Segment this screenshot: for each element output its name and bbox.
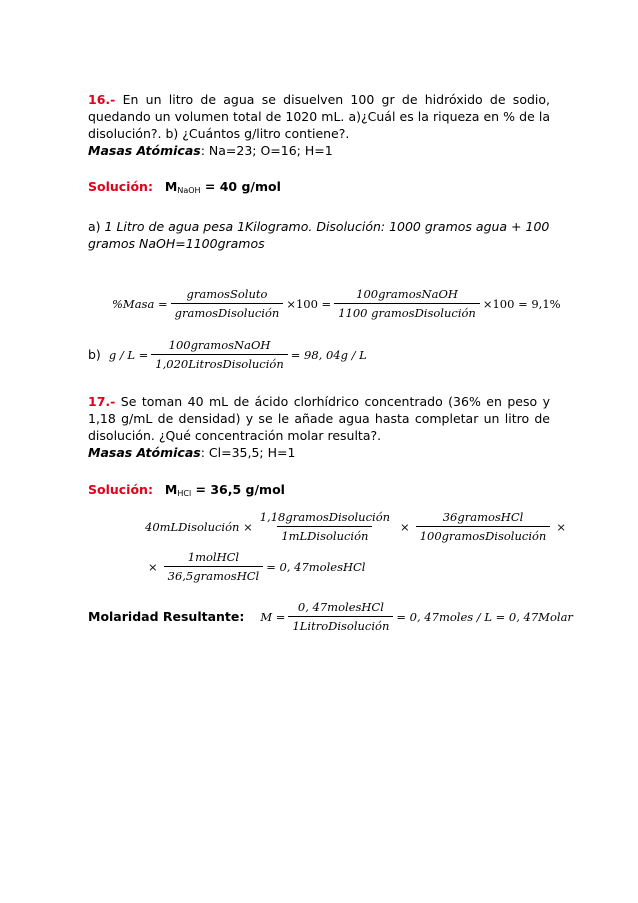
molar-mass-subscript: NaOH [177, 186, 201, 195]
eq2-numerator: 1molHCl [187, 550, 240, 564]
atomic-masses-values: : Cl=35,5; H=1 [200, 445, 296, 460]
eq2-fraction [164, 550, 264, 583]
eq1-trailing-times: × [556, 519, 566, 534]
eq2-leading-times: × [148, 559, 158, 574]
eq-b-fraction [151, 338, 287, 371]
equation-percent-mass [112, 287, 561, 320]
equation-17-line-2 [145, 550, 365, 583]
atomic-masses-label: Masas Atómicas [88, 143, 201, 158]
eq-a-times-100: ×100 = [286, 296, 332, 311]
eq2-result: = 0, 47molesHCl [266, 559, 366, 574]
problem-16-atomic-masses [88, 142, 550, 159]
eq1-f1-numerator: 1,18gramosDisolución [259, 510, 391, 524]
molar-mass-subscript: HCl [177, 489, 192, 498]
eq-a-f2-numerator: 100gramosNaOH [356, 287, 458, 301]
molar-mass-value: = 36,5 g/mol [191, 482, 285, 497]
eq-b-numerator: 100gramosNaOH [168, 338, 271, 352]
molar-mass-symbol: M [164, 179, 178, 194]
equation-17-line-1 [145, 510, 569, 543]
eq1-f2-denominator: 100gramosDisolución [416, 526, 551, 543]
problem-17-solution [88, 481, 550, 502]
eq3-fraction [288, 600, 393, 633]
part-b-label: b) [88, 347, 101, 362]
equation-grams-per-litre [88, 338, 367, 371]
eq3-lhs: M = [260, 609, 286, 624]
eq1-times: × [400, 519, 410, 534]
eq-b-denominator: 1,020LitrosDisolución [151, 354, 287, 371]
solution-label: Solución: [88, 482, 153, 497]
eq1-f1-denominator: 1mLDisolución [277, 526, 372, 543]
atomic-masses-label: Masas Atómicas [88, 445, 201, 460]
eq1-lhs: 40mLDisolución × [145, 519, 253, 534]
problem-16-number: 16.- [88, 92, 116, 107]
eq-a-fraction-2 [334, 287, 480, 320]
eq-a-f2-denominator: 1100 gramosDisolución [334, 303, 480, 320]
eq3-denominator: 1LitroDisolución [288, 616, 393, 633]
eq-a-fraction-1 [171, 287, 284, 320]
eq1-fraction-1 [256, 510, 394, 543]
eq3-result: = 0, 47moles / L = 0, 47Molar [396, 609, 573, 624]
eq1-f2-numerator: 36gramosHCl [442, 510, 524, 524]
eq-b-result: = 98, 04g / L [290, 347, 367, 362]
atomic-masses-values: : Na=23; O=16; H=1 [200, 143, 333, 158]
problem-17-statement [88, 393, 550, 444]
eq-b-lhs: g / L = [108, 347, 149, 362]
molar-mass-value: = 40 g/mol [200, 179, 281, 194]
problem-17-atomic-masses [88, 444, 550, 461]
problem-17-number: 17.- [88, 394, 116, 409]
problem-16-solution [88, 178, 550, 199]
part-a [88, 218, 550, 252]
problem-16-text: En un litro de agua se disuelven 100 gr de hidróxido de sodio, quedando un volumen total de 1020 mL. a)¿Cuál es la riqueza en % de la disolución?. b) ¿Cuántos g/litro contiene?. [88, 92, 550, 141]
problem-17-text: Se toman 40 mL de ácido clorhídrico concentrado (36% en peso y 1,18 g/mL de densidad) y se le añade agua hasta completar un litro de disolución. ¿Qué concentración molar resulta?. [88, 394, 550, 443]
eq-a-f1-numerator: gramosSoluto [186, 287, 268, 301]
eq-a-f1-denominator: gramosDisolución [171, 303, 284, 320]
molarity-label: Molaridad Resultante: [88, 609, 245, 624]
eq-a-lhs: %Masa = [112, 296, 168, 311]
problem-16-statement [88, 91, 550, 142]
part-a-label: a) [88, 219, 101, 234]
eq3-numerator: 0, 47molesHCl [297, 600, 384, 614]
molar-mass-symbol: M [164, 482, 178, 497]
solution-label: Solución: [88, 179, 153, 194]
eq-a-result: ×100 = 9,1% [482, 296, 561, 311]
equation-molarity [88, 600, 573, 633]
eq2-denominator: 36,5gramosHCl [164, 566, 264, 583]
part-a-text: 1 Litro de agua pesa 1Kilogramo. Disolución: 1000 gramos agua + 100 gramos NaOH=1100gramos [88, 219, 550, 251]
eq1-fraction-2 [416, 510, 551, 543]
